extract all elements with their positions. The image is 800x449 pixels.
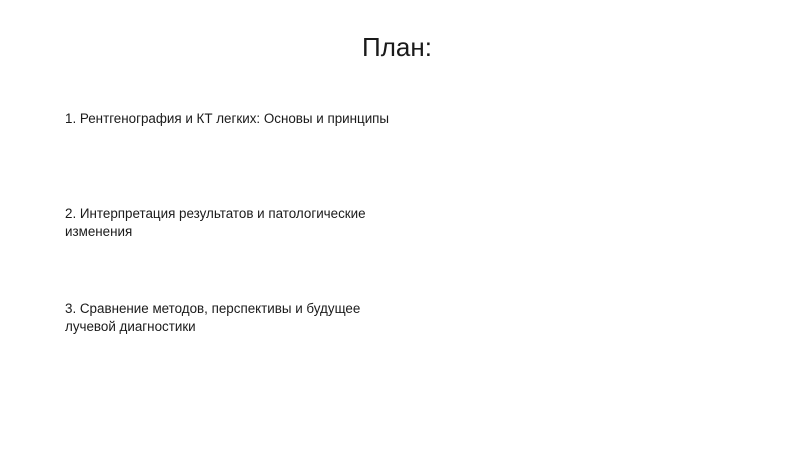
plan-item-3: 3. Сравнение методов, перспективы и будущее лучевой диагностики xyxy=(65,301,361,334)
slide-title: План: xyxy=(362,32,432,62)
plan-item-1: 1. Рентгенография и КТ легких: Основы и принципы xyxy=(65,111,390,126)
plan-item-2: 2. Интерпретация результатов и патологические изменения xyxy=(65,206,366,239)
